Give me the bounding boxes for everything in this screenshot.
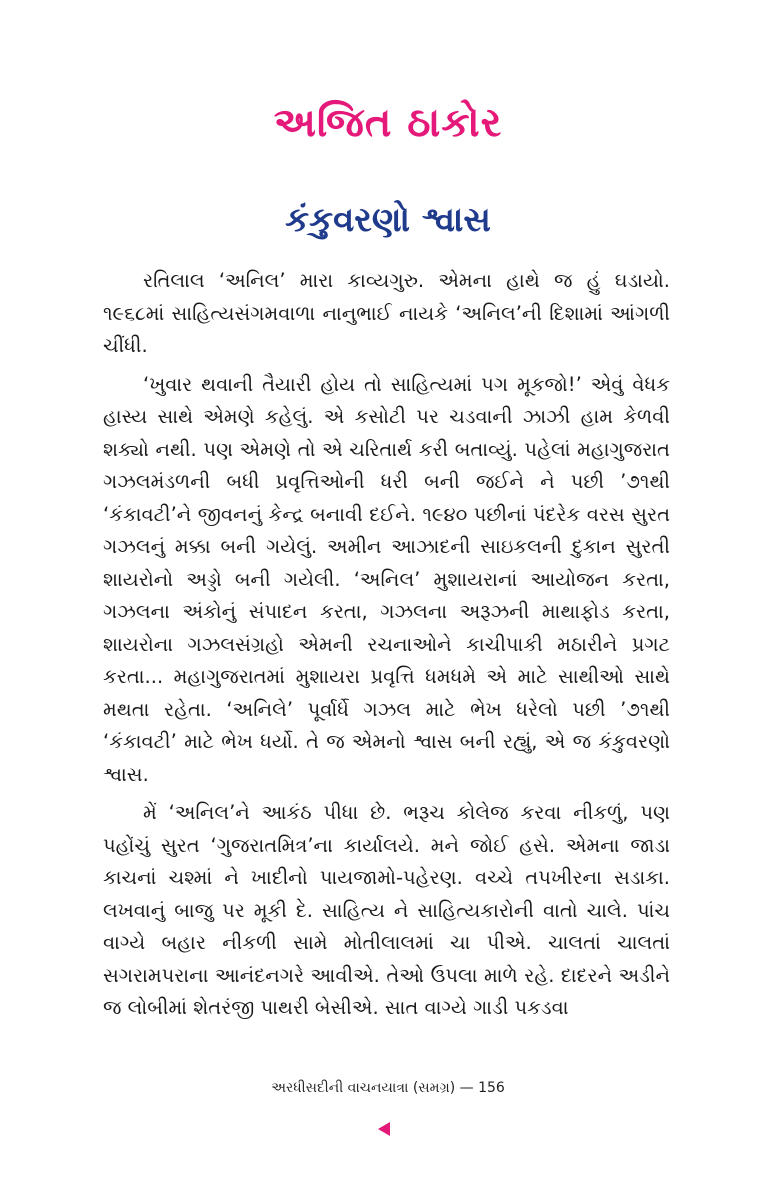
previous-page-arrow-icon[interactable] (378, 1122, 390, 1136)
author-name: અજિત ઠાકોર (273, 100, 503, 146)
article-body (103, 265, 670, 1031)
article-title: કંકુવરણો શ્વાસ (285, 200, 491, 240)
page-footer: અરધીસદીની વાચનયાત્રા (સમગ્ર) — 156 (271, 1080, 505, 1096)
paragraph: મેં ‘અનિલ’ને આકંઠ પીધા છે. ભરૂચ કોલેજ કરવા નીકળું, પણ પહોંચું સુરત ‘ગુજરાતમિત્ર’ના કાર્યાલયે. મને જોઈ હસે. એમના જાડા કાચનાં ચશ્માં ને ખાદીનો પાયજામો-પહેરણ. વચ્ચે તપખીરના સડાકા. લખવાનું બાજુ પર મૂકી દે. સાહિત્ય ને સાહિત્યકારોની વાતો ચાલે. પાંચ વાગ્યે બહાર નીકળી સામે મોતીલાલમાં ચા પીએ. ચાલતાં ચાલતાં સગરામપરાના આનંદનગરે આવીએ. તેઓ ઉપલા માળે રહે. દાદરને અડીને જ લોબીમાં શેતરંજી પાથરી બેસીએ. સાત વાગ્યે ગાડી પકડવા (103, 801, 670, 1019)
paragraph: રતિલાલ ‘અનિલ’ મારા કાવ્યગુરુ. એમના હાથે જ હું ઘડાયો. ૧૯૬૮માં સાહિત્યસંગમવાળા નાનુભાઈ નાયકે ‘અનિલ’ની દિશામાં આંગળી ચીંધી. (103, 269, 670, 357)
paragraph: ‘ખુવાર થવાની તૈયારી હોય તો સાહિત્યમાં પગ મૂકજો!’ એવું વેધક હાસ્ય સાથે એમણે કહેલું. એ કસોટી પર ચડવાની ઝાઝી હામ કેળવી શક્યો નથી. પણ એમણે તો એ ચરિતાર્થ કરી બતાવ્યું. પહેલાં મહાગુજરાત ગઝલમંડળની બધી પ્રવૃત્તિઓની ધરી બની જઈને ને પછી ’૭૧થી ‘કંકાવટી’ને જીવનનું કેન્દ્ર બનાવી દઈને. ૧૯૪૦ પછીનાં પંદરેક વરસ સુરત ગઝલનું મક્કા બની ગયેલું. અમીન આઝાદની સાઇકલની દુકાન સુરતી શાયરોનો અડ્ડો બની ગયેલી. ‘અનિલ’ મુશાયરાનાં આયોજન કરતા, ગઝલના અંકોનું સંપાદન કરતા, ગઝલના અરૂઝની માથાફોડ કરતા, શાયરોના ગઝલસંગ્રહો એમની રચનાઓને કાચીપાકી મઠારીને પ્રગટ કરતા... મહાગુજરાતમાં મુશાયરા પ્રવૃત્તિ ધમધમે એ માટે સાથીઓ સાથે મથતા રહેતા. ‘અનિલે’ પૂર્વાર્ધે ગઝલ માટે ભેખ ધરેલો પછી ’૭૧થી ‘કંકાવટી’ માટે ભેખ ધર્યો. તે જ એમનો શ્વાસ બની રહ્યું, એ જ કંકુવરણો શ્વાસ. (103, 372, 670, 786)
